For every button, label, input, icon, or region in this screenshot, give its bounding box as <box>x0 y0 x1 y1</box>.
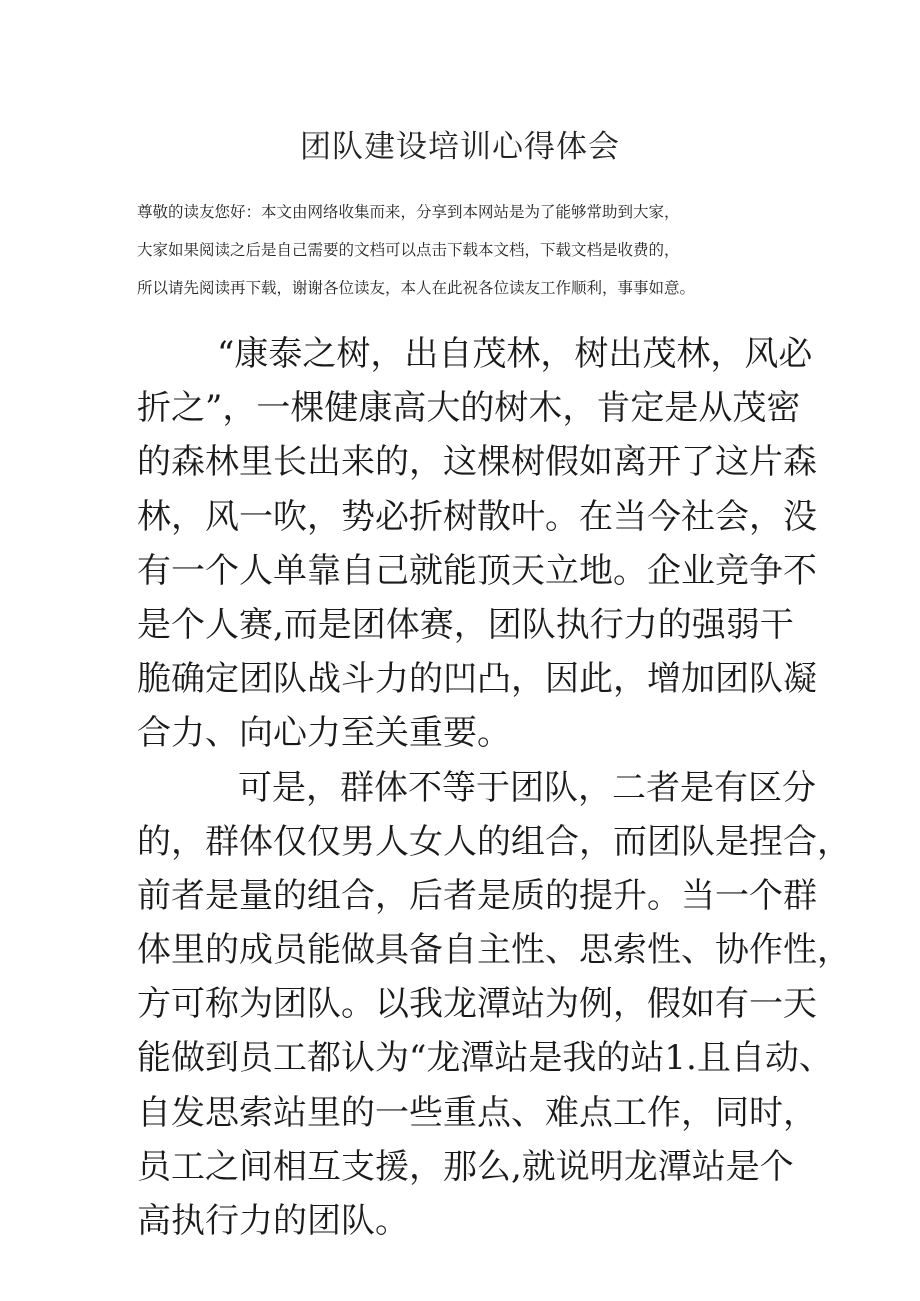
text-line: 体里的成员能做具备自主性、思索性、协作性， <box>137 930 851 971</box>
text-line: 的森林里长出来的，这棵树假如离开了这片森 <box>137 442 817 483</box>
text-line: 可是，群体不等于团队，二者是有区分 <box>238 767 816 808</box>
document-title: 团队建设培训心得体会 <box>300 129 620 165</box>
text-line: 折之”，一棵健康高大的树木，肯定是从茂密 <box>137 388 801 429</box>
text-line: 前者是量的组合，后者是质的提升。当一个群 <box>137 875 817 916</box>
text-line: 林，风一吹，势必折树散叶。在当今社会，没 <box>137 496 817 537</box>
text-line: 有一个人单靠自己就能顶天立地。企业竞争不 <box>137 550 817 591</box>
reader-notice <box>137 197 797 311</box>
paragraph-1 <box>137 327 817 761</box>
text-line: 的，群体仅仅男人女人的组合，而团队是捏合， <box>137 821 851 862</box>
text-line: 合力、向心力至关重要。 <box>137 713 511 754</box>
text-line: 脆确定团队战斗力的凹凸，因此，增加团队凝 <box>137 659 817 700</box>
text-line: 自发思索站里的一些重点、难点工作，同时， <box>137 1092 817 1133</box>
text-line: 高执行力的团队。 <box>137 1201 409 1241</box>
notice-line: 所以请先阅读再下载，谢谢各位读友，本人在此祝各位读友工作顺利，事事如意。 <box>137 279 696 297</box>
text-line: 能做到员工都认为“龙潭站是我的站1.且自动、 <box>137 1038 833 1079</box>
notice-line: 大家如果阅读之后是自己需要的文档可以点击下载本文档，下载文档是收费的， <box>137 241 680 259</box>
paragraph-2 <box>137 761 851 1249</box>
text-line: 方可称为团队。以我龙潭站为例，假如有一天 <box>137 984 817 1025</box>
document-body <box>137 327 851 1248</box>
text-line: 是个人赛,而是团体赛，团队执行力的强弱干 <box>137 604 794 645</box>
notice-line: 尊敬的读友您好：本文由网络收集而来，分享到本网站是为了能够常助到大家， <box>137 203 680 221</box>
text-line: “康泰之树，出自茂林，树出茂林，风必 <box>217 334 813 374</box>
text-line: 员工之间相互支援，那么,就说明龙潭站是个 <box>137 1146 794 1187</box>
